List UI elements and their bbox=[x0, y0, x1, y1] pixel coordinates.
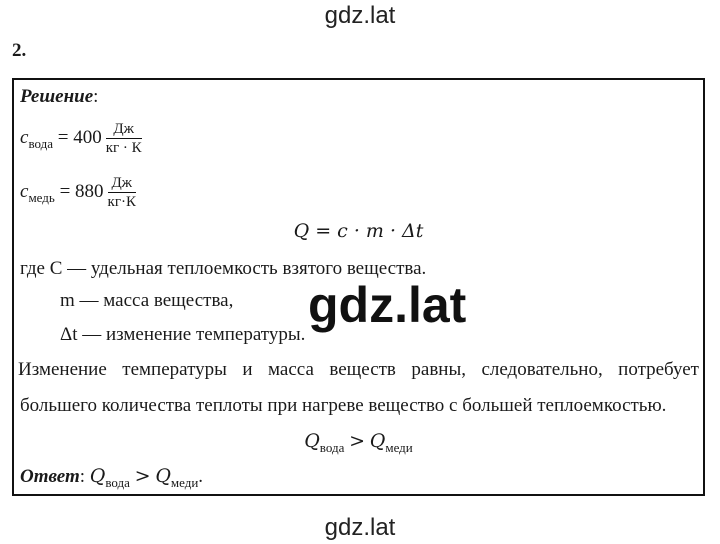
answer-left-sub: вода bbox=[105, 475, 130, 490]
answer-right: Q bbox=[155, 465, 171, 487]
watermark-top: gdz.lat bbox=[324, 2, 396, 29]
c-water-value: 400 bbox=[73, 126, 102, 148]
answer-left: Q bbox=[89, 465, 106, 487]
c-water-unit bbox=[106, 120, 142, 157]
c-water-symbol: c bbox=[20, 126, 29, 148]
compare-left-sub: вода bbox=[319, 440, 345, 455]
answer-end: . bbox=[198, 466, 204, 487]
solution-label: Решение bbox=[20, 86, 94, 107]
c-copper-line bbox=[20, 174, 136, 211]
answer-colon: : bbox=[79, 466, 85, 487]
solution-heading bbox=[20, 86, 98, 108]
where-dt-line: Δt — изменение температуры. bbox=[60, 324, 306, 345]
c-copper-value: 880 bbox=[75, 180, 104, 202]
c-copper-eq: = bbox=[59, 180, 71, 202]
where-c-line: где C — удельная теплоемкость взятого вещества. bbox=[20, 258, 427, 279]
watermark-center: gdz.lat bbox=[308, 277, 467, 333]
c-water-unit-num: Дж bbox=[106, 120, 142, 139]
c-water-line bbox=[20, 120, 142, 157]
conclusion-line-2: большего количества теплоты при нагреве вещество с большей теплоемкостью. bbox=[20, 395, 667, 416]
c-copper-unit bbox=[108, 174, 136, 211]
answer-right-sub: меди bbox=[170, 475, 199, 490]
c-water-sub: вода bbox=[28, 135, 53, 151]
c-copper-sub: медь bbox=[28, 189, 55, 205]
watermark-bottom: gdz.lat bbox=[324, 514, 396, 541]
compare-right: Q bbox=[369, 430, 386, 452]
c-water-eq: = bbox=[57, 126, 69, 148]
c-copper-unit-den: кг·К bbox=[107, 194, 136, 210]
c-copper-unit-num: Дж bbox=[108, 174, 136, 193]
answer-op: > bbox=[134, 465, 151, 487]
c-copper-symbol: c bbox=[20, 180, 29, 202]
c-water-unit-den: кг · К bbox=[105, 140, 142, 156]
answer-label: Ответ bbox=[20, 466, 80, 487]
comparison-formula bbox=[14, 430, 703, 453]
heat-formula: Q = c · m · Δt bbox=[293, 220, 424, 242]
compare-op: > bbox=[349, 430, 366, 452]
solution-colon: : bbox=[93, 86, 99, 107]
answer-line bbox=[20, 465, 203, 488]
compare-right-sub: меди bbox=[385, 440, 413, 455]
conclusion-line-1: Изменение температуры и масса веществ равны, следовательно, потребует bbox=[18, 359, 699, 380]
compare-left: Q bbox=[304, 430, 320, 452]
where-m-line: m — масса вещества, bbox=[60, 290, 234, 311]
task-number: 2. bbox=[12, 40, 27, 61]
